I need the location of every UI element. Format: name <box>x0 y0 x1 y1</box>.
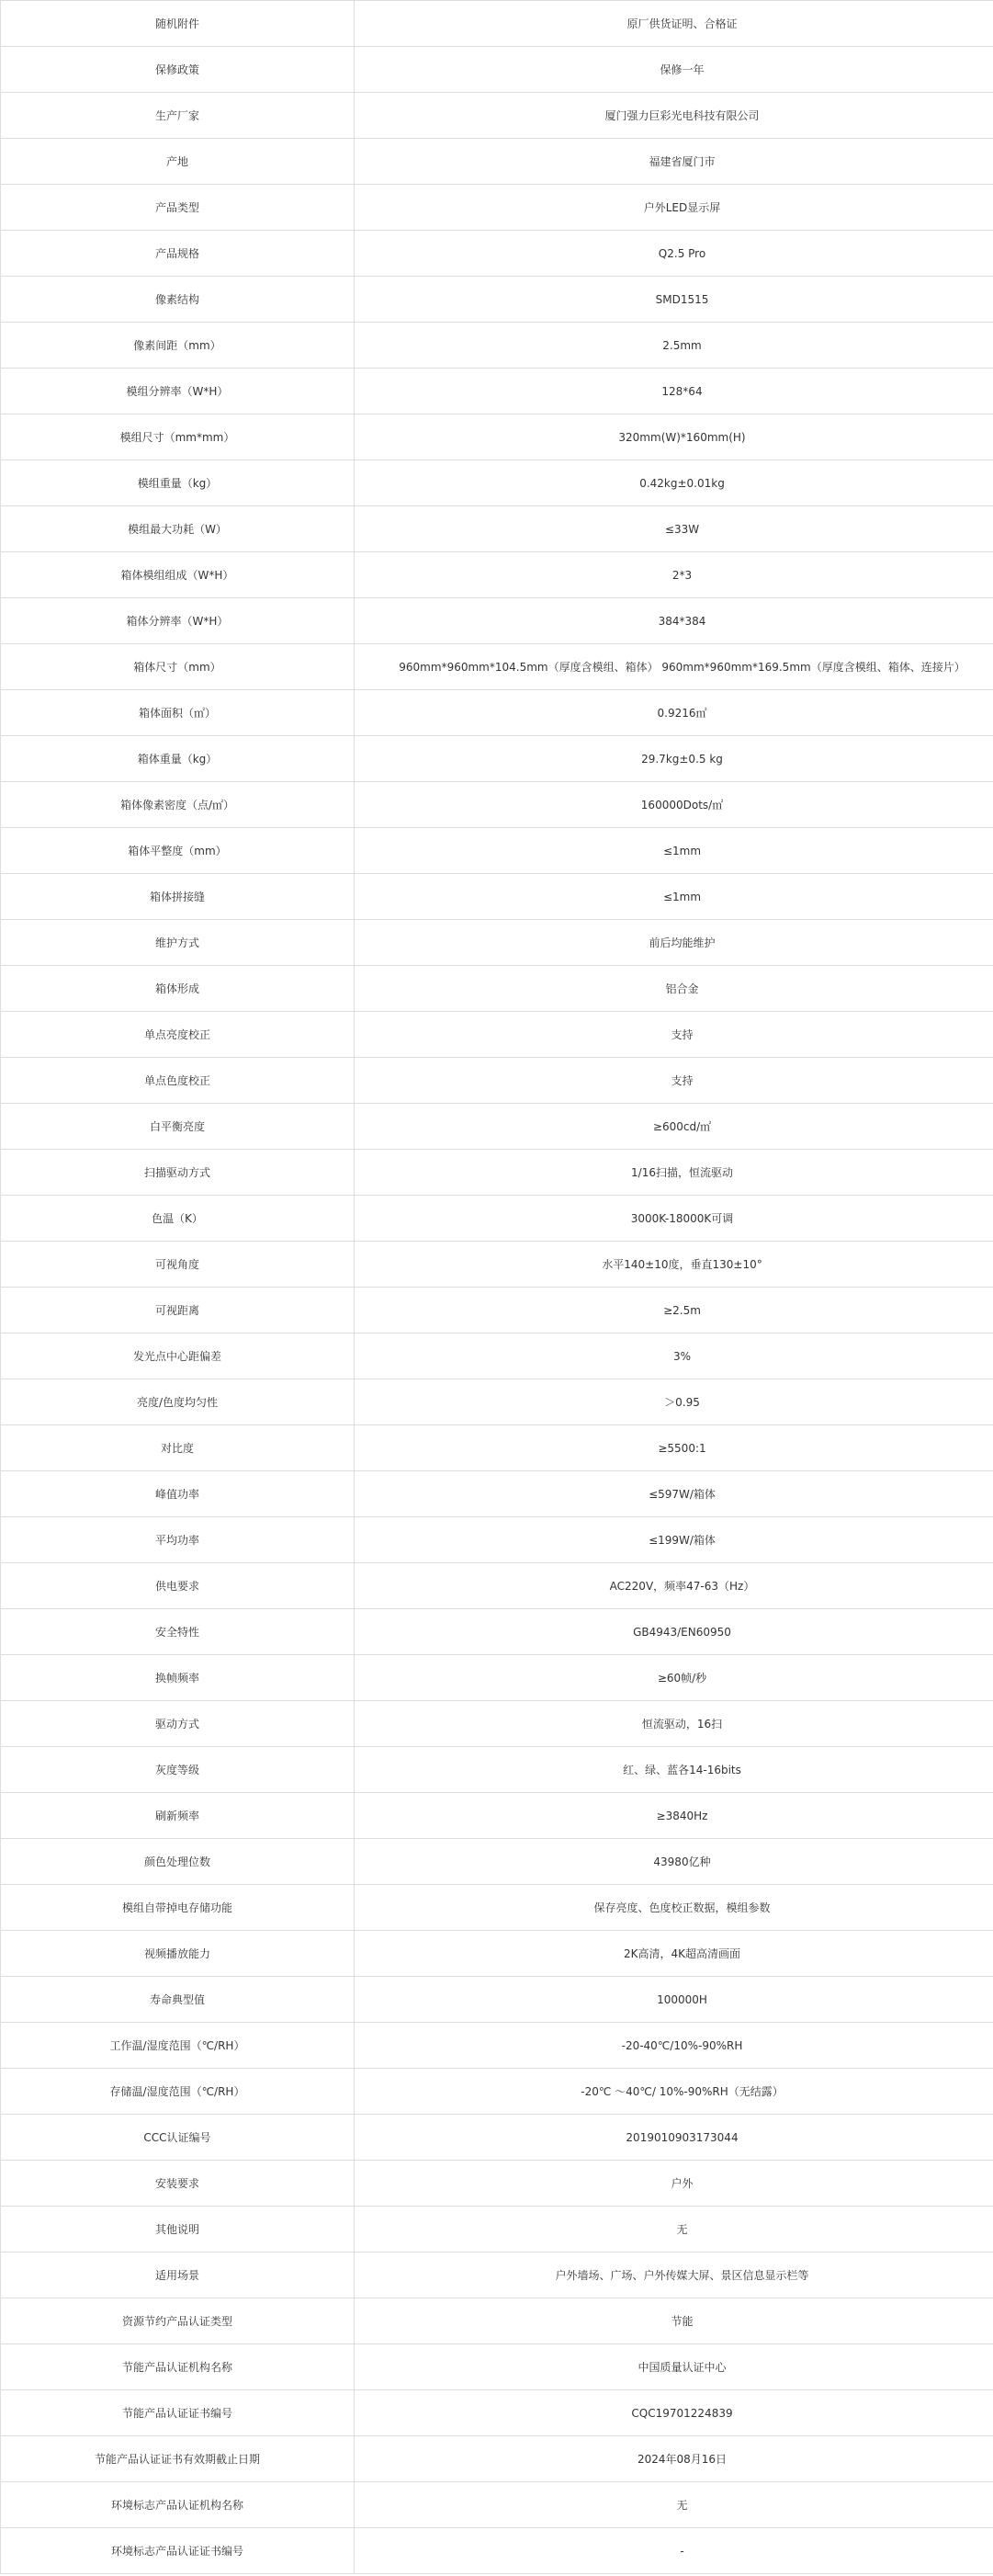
spec-row <box>1 1471 993 1517</box>
spec-value: 320mm(W)*160mm(H) <box>355 414 993 460</box>
spec-value: 1/16扫描，恒流驱动 <box>355 1150 993 1196</box>
spec-row <box>1 1150 993 1196</box>
spec-value: 29.7kg±0.5 kg <box>355 736 993 782</box>
spec-value: GB4943/EN60950 <box>355 1609 993 1655</box>
spec-row <box>1 1058 993 1104</box>
spec-row <box>1 2023 993 2069</box>
spec-value: -20℃ ～40℃/ 10%-90%RH（无结露） <box>355 2069 993 2115</box>
spec-row <box>1 690 993 736</box>
spec-row <box>1 231 993 277</box>
spec-row <box>1 874 993 920</box>
spec-value: 0.42kg±0.01kg <box>355 460 993 506</box>
spec-label: 箱体像素密度（点/㎡） <box>1 782 355 828</box>
spec-value: -20-40℃/10%-90%RH <box>355 2023 993 2069</box>
spec-label: 随机附件 <box>1 1 355 47</box>
spec-value: 2.5mm <box>355 323 993 369</box>
spec-value: 160000Dots/㎡ <box>355 782 993 828</box>
spec-label: 节能产品认证证书编号 <box>1 2390 355 2436</box>
spec-label: 可视角度 <box>1 1242 355 1288</box>
spec-row <box>1 277 993 323</box>
spec-row <box>1 1425 993 1471</box>
spec-value: SMD1515 <box>355 277 993 323</box>
spec-value: 2K高清，4K超高清画面 <box>355 1931 993 1977</box>
spec-value: 100000H <box>355 1977 993 2023</box>
spec-label: 模组分辨率（W*H） <box>1 369 355 414</box>
spec-row <box>1 2344 993 2390</box>
spec-row <box>1 1563 993 1609</box>
spec-label: 产品规格 <box>1 231 355 277</box>
spec-row <box>1 1196 993 1242</box>
spec-value: 保修一年 <box>355 47 993 93</box>
spec-label: 箱体面积（㎡） <box>1 690 355 736</box>
spec-label: 单点亮度校正 <box>1 1012 355 1058</box>
spec-row <box>1 966 993 1012</box>
spec-row <box>1 323 993 369</box>
spec-label: 箱体尺寸（mm） <box>1 644 355 690</box>
spec-row <box>1 2436 993 2482</box>
spec-value: 0.9216㎡ <box>355 690 993 736</box>
spec-label: 环境标志产品认证机构名称 <box>1 2482 355 2528</box>
spec-row <box>1 1655 993 1701</box>
spec-label: 灰度等级 <box>1 1747 355 1793</box>
spec-label: CCC认证编号 <box>1 2115 355 2161</box>
spec-row <box>1 1333 993 1379</box>
spec-row <box>1 369 993 414</box>
spec-value: 支持 <box>355 1012 993 1058</box>
spec-label: 平均功率 <box>1 1517 355 1563</box>
spec-value: 中国质量认证中心 <box>355 2344 993 2390</box>
spec-label: 模组尺寸（mm*mm） <box>1 414 355 460</box>
spec-value: 节能 <box>355 2298 993 2344</box>
spec-row <box>1 2115 993 2161</box>
spec-value: ≥3840Hz <box>355 1793 993 1839</box>
spec-value: 960mm*960mm*104.5mm（厚度含模组、箱体） 960mm*960mm*169.5mm（厚度含模组、箱体、连接片） <box>355 644 993 690</box>
spec-row <box>1 2253 993 2298</box>
spec-value: 保存亮度、色度校正数据，模组参数 <box>355 1885 993 1931</box>
spec-row <box>1 1012 993 1058</box>
spec-label: 其他说明 <box>1 2207 355 2253</box>
spec-value: 43980亿种 <box>355 1839 993 1885</box>
spec-value: 128*64 <box>355 369 993 414</box>
spec-value: 红、绿、蓝各14-16bits <box>355 1747 993 1793</box>
spec-row <box>1 414 993 460</box>
spec-label: 产品类型 <box>1 185 355 231</box>
spec-row <box>1 139 993 185</box>
spec-value: 户外LED显示屏 <box>355 185 993 231</box>
spec-value: 水平140±10度，垂直130±10° <box>355 1242 993 1288</box>
spec-label: 安全特性 <box>1 1609 355 1655</box>
spec-value: 2024年08月16日 <box>355 2436 993 2482</box>
spec-label: 箱体形成 <box>1 966 355 1012</box>
spec-row <box>1 1839 993 1885</box>
spec-label: 节能产品认证机构名称 <box>1 2344 355 2390</box>
spec-row <box>1 185 993 231</box>
spec-row <box>1 93 993 139</box>
spec-value: 无 <box>355 2207 993 2253</box>
spec-label: 发光点中心距偏差 <box>1 1333 355 1379</box>
spec-row <box>1 1609 993 1655</box>
spec-label: 颜色处理位数 <box>1 1839 355 1885</box>
spec-label: 安装要求 <box>1 2161 355 2207</box>
spec-value: 户外墙场、广场、户外传媒大屏、景区信息显示栏等 <box>355 2253 993 2298</box>
spec-table-body <box>1 1 993 2574</box>
spec-value: 支持 <box>355 1058 993 1104</box>
spec-row <box>1 920 993 966</box>
spec-value: CQC19701224839 <box>355 2390 993 2436</box>
spec-value: 3000K-18000K可调 <box>355 1196 993 1242</box>
spec-value: ≤1mm <box>355 874 993 920</box>
spec-value: ＞0.95 <box>355 1379 993 1425</box>
spec-label: 箱体拼接缝 <box>1 874 355 920</box>
spec-label: 维护方式 <box>1 920 355 966</box>
spec-row <box>1 2161 993 2207</box>
spec-label: 驱动方式 <box>1 1701 355 1747</box>
spec-label: 模组自带掉电存储功能 <box>1 1885 355 1931</box>
spec-row <box>1 552 993 598</box>
spec-row <box>1 47 993 93</box>
spec-row <box>1 1793 993 1839</box>
spec-label: 箱体重量（kg） <box>1 736 355 782</box>
spec-label: 供电要求 <box>1 1563 355 1609</box>
spec-label: 换帧频率 <box>1 1655 355 1701</box>
spec-value: 原厂供货证明、合格证 <box>355 1 993 47</box>
spec-label: 保修政策 <box>1 47 355 93</box>
spec-row <box>1 1379 993 1425</box>
spec-value: Q2.5 Pro <box>355 231 993 277</box>
spec-label: 刷新频率 <box>1 1793 355 1839</box>
spec-label: 模组最大功耗（W） <box>1 506 355 552</box>
spec-label: 像素间距（mm） <box>1 323 355 369</box>
spec-label: 生产厂家 <box>1 93 355 139</box>
spec-row <box>1 1747 993 1793</box>
spec-row <box>1 598 993 644</box>
spec-value: 福建省厦门市 <box>355 139 993 185</box>
spec-label: 扫描驱动方式 <box>1 1150 355 1196</box>
spec-value: 恒流驱动，16扫 <box>355 1701 993 1747</box>
spec-row <box>1 460 993 506</box>
spec-label: 色温（K） <box>1 1196 355 1242</box>
spec-value: 384*384 <box>355 598 993 644</box>
spec-value: 2*3 <box>355 552 993 598</box>
spec-label: 箱体模组组成（W*H） <box>1 552 355 598</box>
spec-label: 环境标志产品认证证书编号 <box>1 2528 355 2574</box>
spec-value: 户外 <box>355 2161 993 2207</box>
spec-label: 节能产品认证证书有效期截止日期 <box>1 2436 355 2482</box>
spec-row <box>1 1931 993 1977</box>
spec-label: 单点色度校正 <box>1 1058 355 1104</box>
spec-value: ≥5500:1 <box>355 1425 993 1471</box>
spec-value: ≤33W <box>355 506 993 552</box>
spec-label: 存储温/湿度范围（℃/RH） <box>1 2069 355 2115</box>
spec-row <box>1 2482 993 2528</box>
spec-value: ≥60帧/秒 <box>355 1655 993 1701</box>
spec-label: 像素结构 <box>1 277 355 323</box>
spec-value: ≥600cd/㎡ <box>355 1104 993 1150</box>
spec-label: 产地 <box>1 139 355 185</box>
spec-label: 模组重量（kg） <box>1 460 355 506</box>
spec-label: 工作温/湿度范围（℃/RH） <box>1 2023 355 2069</box>
spec-row <box>1 1701 993 1747</box>
spec-value: 无 <box>355 2482 993 2528</box>
spec-row <box>1 1288 993 1333</box>
spec-label: 可视距离 <box>1 1288 355 1333</box>
spec-row <box>1 2207 993 2253</box>
spec-row <box>1 2390 993 2436</box>
spec-label: 适用场景 <box>1 2253 355 2298</box>
spec-row <box>1 1977 993 2023</box>
spec-row <box>1 2298 993 2344</box>
spec-value: 前后均能维护 <box>355 920 993 966</box>
spec-value: 铝合金 <box>355 966 993 1012</box>
spec-row <box>1 1104 993 1150</box>
spec-value: 2019010903173044 <box>355 2115 993 2161</box>
spec-value: ≤199W/箱体 <box>355 1517 993 1563</box>
spec-label: 资源节约产品认证类型 <box>1 2298 355 2344</box>
spec-value: ≤597W/箱体 <box>355 1471 993 1517</box>
spec-label: 对比度 <box>1 1425 355 1471</box>
spec-row <box>1 736 993 782</box>
spec-label: 箱体分辨率（W*H） <box>1 598 355 644</box>
spec-row <box>1 644 993 690</box>
spec-label: 峰值功率 <box>1 1471 355 1517</box>
spec-row <box>1 782 993 828</box>
spec-row <box>1 1242 993 1288</box>
spec-row <box>1 1 993 47</box>
spec-value: AC220V，频率47-63（Hz） <box>355 1563 993 1609</box>
spec-value: 厦门强力巨彩光电科技有限公司 <box>355 93 993 139</box>
spec-row <box>1 1885 993 1931</box>
spec-label: 亮度/色度均匀性 <box>1 1379 355 1425</box>
spec-label: 白平衡亮度 <box>1 1104 355 1150</box>
spec-value: ≥2.5m <box>355 1288 993 1333</box>
spec-value: ≤1mm <box>355 828 993 874</box>
spec-row <box>1 2069 993 2115</box>
spec-row <box>1 2528 993 2574</box>
spec-label: 视频播放能力 <box>1 1931 355 1977</box>
spec-value: - <box>355 2528 993 2574</box>
spec-label: 寿命典型值 <box>1 1977 355 2023</box>
spec-value: 3% <box>355 1333 993 1379</box>
spec-row <box>1 506 993 552</box>
spec-row <box>1 828 993 874</box>
spec-label: 箱体平整度（mm） <box>1 828 355 874</box>
spec-row <box>1 1517 993 1563</box>
